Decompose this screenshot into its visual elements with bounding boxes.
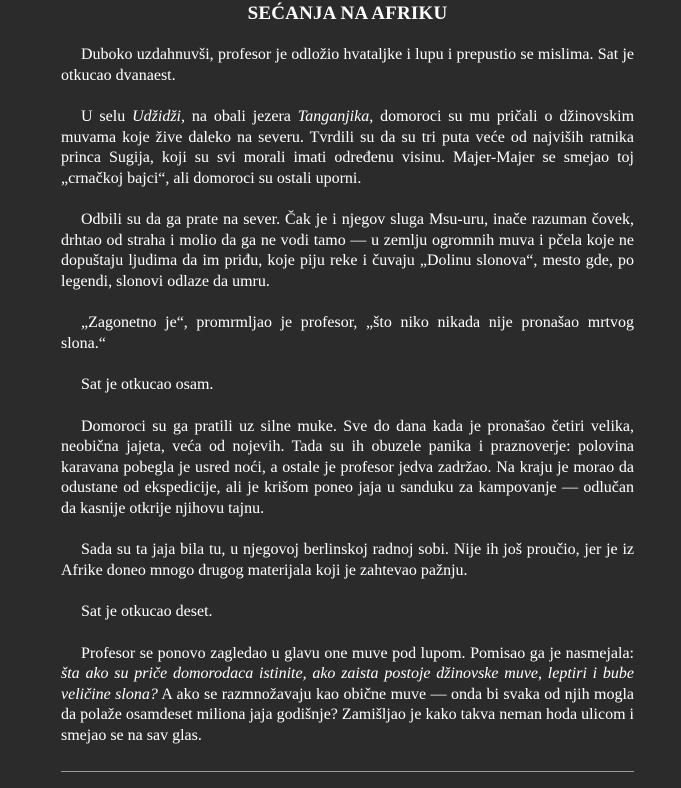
story-title: SEĆANJA NA AFRIKU bbox=[247, 3, 448, 24]
paragraph-text: , na obali jezera bbox=[181, 108, 298, 125]
paragraph-text: Odbili su da ga prate na sever. Čak je i njegov sluga Msu-uru, inače razuman čovek, drhtao od straha i molio da ga ne vodi tamo — u zemlju ogromnih muva i pčela koje ne dopuštaju ljudima da im priđu, koje piju reke i čuvaju „Dolinu slonova“, mesto gde, po legendi, slonovi odlaze da umru. bbox=[61, 211, 634, 290]
paragraph-text: Sat je otkucao deset. bbox=[81, 603, 213, 620]
paragraph-text: A ako se razmnožavaju kao obične muve — onda bi svaka od njih mogla da polaže osamdeset miliona jaja godišnje? Zamišljao je kako takva neman hoda ulicom i smejao se na sav glas. bbox=[61, 685, 634, 744]
paragraph-text: , domoroci su mu pričali o džinovskim muvama koje žive daleko na severu. Tvrdili su da su tri puta veće od najviših ratnika princa Sugija, koji su svi morali imati određenu visinu. Majer-Majer se smejao toj „crnačkoj bajci“, ali domoroci su ostali uporni. bbox=[61, 108, 635, 187]
paragraph-text: Sada su ta jaja bila tu, u njegovoj berlinskoj radnoj sobi. Nije ih još proučio, jer je iz Afrike doneo mnogo drugog materijala koji je zahtevao pažnju. bbox=[61, 541, 634, 579]
paragraph-7 bbox=[61, 540, 634, 581]
paragraph-text: Sat je otkucao osam. bbox=[81, 376, 214, 393]
paragraph-text: Domoroci su ga pratili uz silne muke. Sve do dana kada je pronašao četiri velika, neobična jajeta, veća od nojevih. Tada su ih obuzele panika i praznoverje: polovina karavana pobegla je usred noći, a ostale je profesor jedva zadržao. Na kraju je morao da odustane od ekspedicije, ali je krišom poneo jaja u sanduku za kampovanje — odlučan da kasnije otkrije njihovu tajnu. bbox=[61, 417, 634, 517]
paragraph-text: Duboko uzdahnuvši, profesor je odložio hvataljke i lupu i prepustio se mislima. Sat je otkucao dvanaest. bbox=[61, 46, 634, 84]
paragraph-4 bbox=[61, 313, 634, 354]
paragraph-3 bbox=[61, 210, 634, 292]
paragraph-6 bbox=[61, 417, 634, 520]
paragraph-9 bbox=[61, 644, 634, 747]
paragraph-1 bbox=[61, 45, 634, 86]
paragraph-8 bbox=[61, 602, 634, 623]
paragraph-text: „Zagonetno je“, promrmljao je profesor, „što niko nikada nije pronašao mrtvog slona.“ bbox=[61, 314, 634, 352]
italic-thought: šta ako su priče domorodaca istinite, ako zaista postoje džinovske muve, leptiri i bube veličine slona? bbox=[61, 665, 634, 703]
paragraph-5 bbox=[61, 375, 634, 396]
paragraph-text: U selu bbox=[81, 108, 133, 125]
place-name-italic: Tanganjika bbox=[297, 108, 370, 125]
paragraph-text: Profesor se ponovo zagledao u glavu one muve pod lupom. Pomisao ga je nasmejala: bbox=[81, 644, 634, 662]
paragraph-2 bbox=[61, 107, 634, 189]
bottom-divider bbox=[61, 771, 634, 772]
place-name-italic: Udžidži bbox=[132, 108, 181, 125]
